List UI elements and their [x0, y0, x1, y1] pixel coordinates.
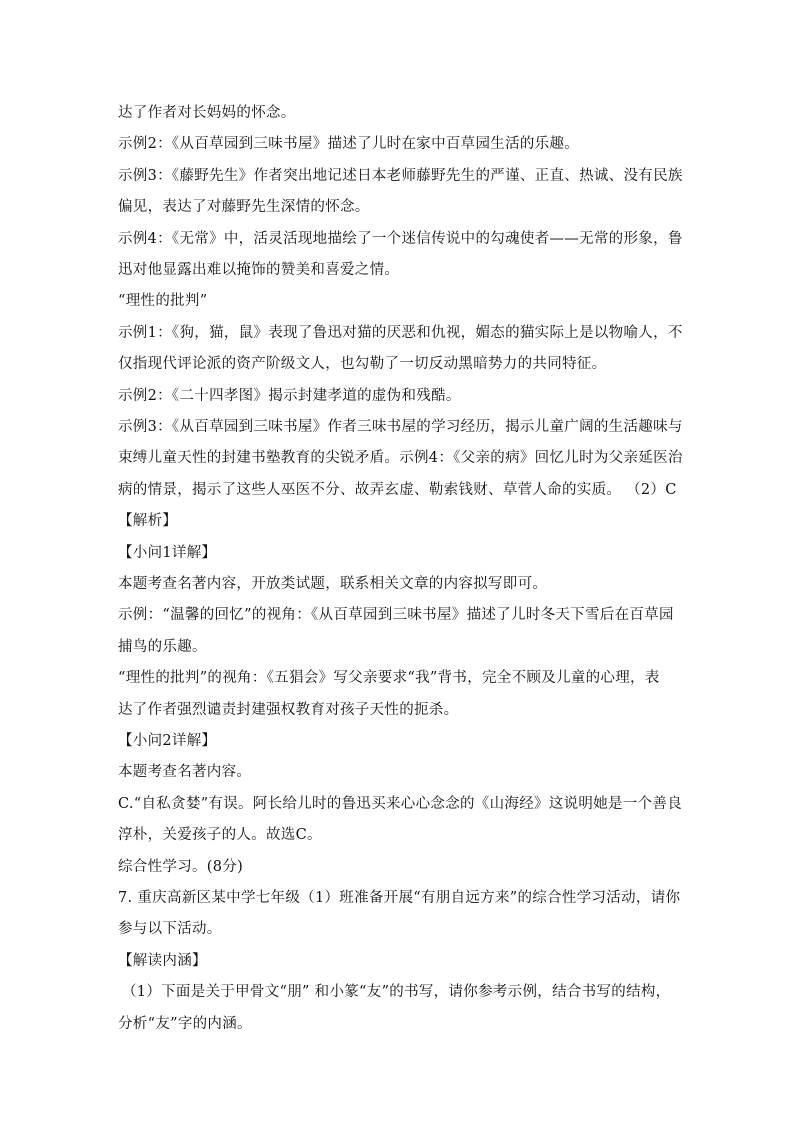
text-line: 示例3：《藤野先生》作者突出地记述日本老师藤野先生的严谨、正直、热诚、没有民族 [118, 168, 683, 184]
text-line: 束缚儿童天性的封建书塾教育的尖锐矛盾。示例4：《父亲的病》回忆儿时为父亲延医治 [118, 450, 683, 466]
text-line: 示例2：《从百草园到三味书屋》描述了儿时在家中百草园生活的乐趣。 [118, 136, 580, 152]
text-line: 达了作者对长妈妈的怀念。 [118, 105, 296, 121]
text-line: 示例：“温馨的回忆”的视角：《从百草园到三味书屋》描述了儿时冬天下雪后在百草园 [118, 607, 674, 623]
text-line: “理性的批判”的视角：《五猖会》写父亲要求“我”背书，完全不顾及儿童的心理，表 [118, 670, 660, 686]
question-line: （1）下面是关于甲骨文“朋” 和小篆“友”的书写，请你参考示例，结合书写的结构， [122, 984, 671, 1000]
section-heading: 【小问1详解】 [118, 545, 217, 561]
text-line: 偏见，表达了对藤野先生深情的怀念。 [118, 199, 370, 215]
text-line: 示例2：《二十四孝图》揭示封建孝道的虚伪和残酷。 [118, 388, 461, 404]
text-line: 示例4：《无常》中，活灵活现地描绘了一个迷信传说中的勾魂使者——无常的形象，鲁 [118, 231, 683, 247]
section-heading: 【小问2详解】 [118, 733, 217, 749]
text-line: 病的情景，揭示了这些人巫医不分、故弄玄虚、勒索钱财、草菅人命的实质。 （2）C [118, 482, 677, 498]
text-line: 本题考查名著内容。 [118, 764, 252, 780]
text-line: 参与以下活动。 [118, 921, 222, 937]
section-heading: 【解读内涵】 [118, 953, 207, 969]
question-line: 7. 重庆高新区某中学七年级（1）班准备开展“有朋自远方来”的综合性学习活动，请你 [118, 890, 681, 906]
text-line: C.“自私贪婪”有误。阿长给儿时的鲁迅买来心心念念的《山海经》这说明她是一个善良 [118, 796, 683, 812]
text-line: 本题考查名著内容，开放类试题，联系相关文章的内容拟写即可。 [118, 576, 548, 592]
text-line: 示例1：《狗，猫，鼠》表现了鲁迅对猫的厌恶和仇视，媚态的猫实际上是以物喻人，不 [118, 325, 683, 341]
text-line: 仅指现代评论派的资产阶级文人，也勾勒了一切反动黑暗势力的共同特征。 [118, 356, 607, 372]
text-line: 综合性学习。(8分) [118, 859, 244, 875]
text-line: 分析“友”字的内涵。 [118, 1016, 252, 1032]
text-line: 迅对他显露出难以掩饰的赞美和喜爱之情。 [118, 262, 400, 278]
text-line: “理性的批判” [118, 293, 208, 309]
text-line: 达了作者强烈谴责封建强权教育对孩子天性的扼杀。 [118, 702, 459, 718]
text-line: 淳朴，关爱孩子的人。故选C。 [118, 827, 322, 843]
section-heading: 【解析】 [118, 513, 178, 529]
text-line: 捕鸟的乐趣。 [118, 639, 207, 655]
text-line: 示例3：《从百草园到三味书屋》作者三味书屋的学习经历，揭示儿童广阔的生活趣味与 [118, 419, 683, 435]
